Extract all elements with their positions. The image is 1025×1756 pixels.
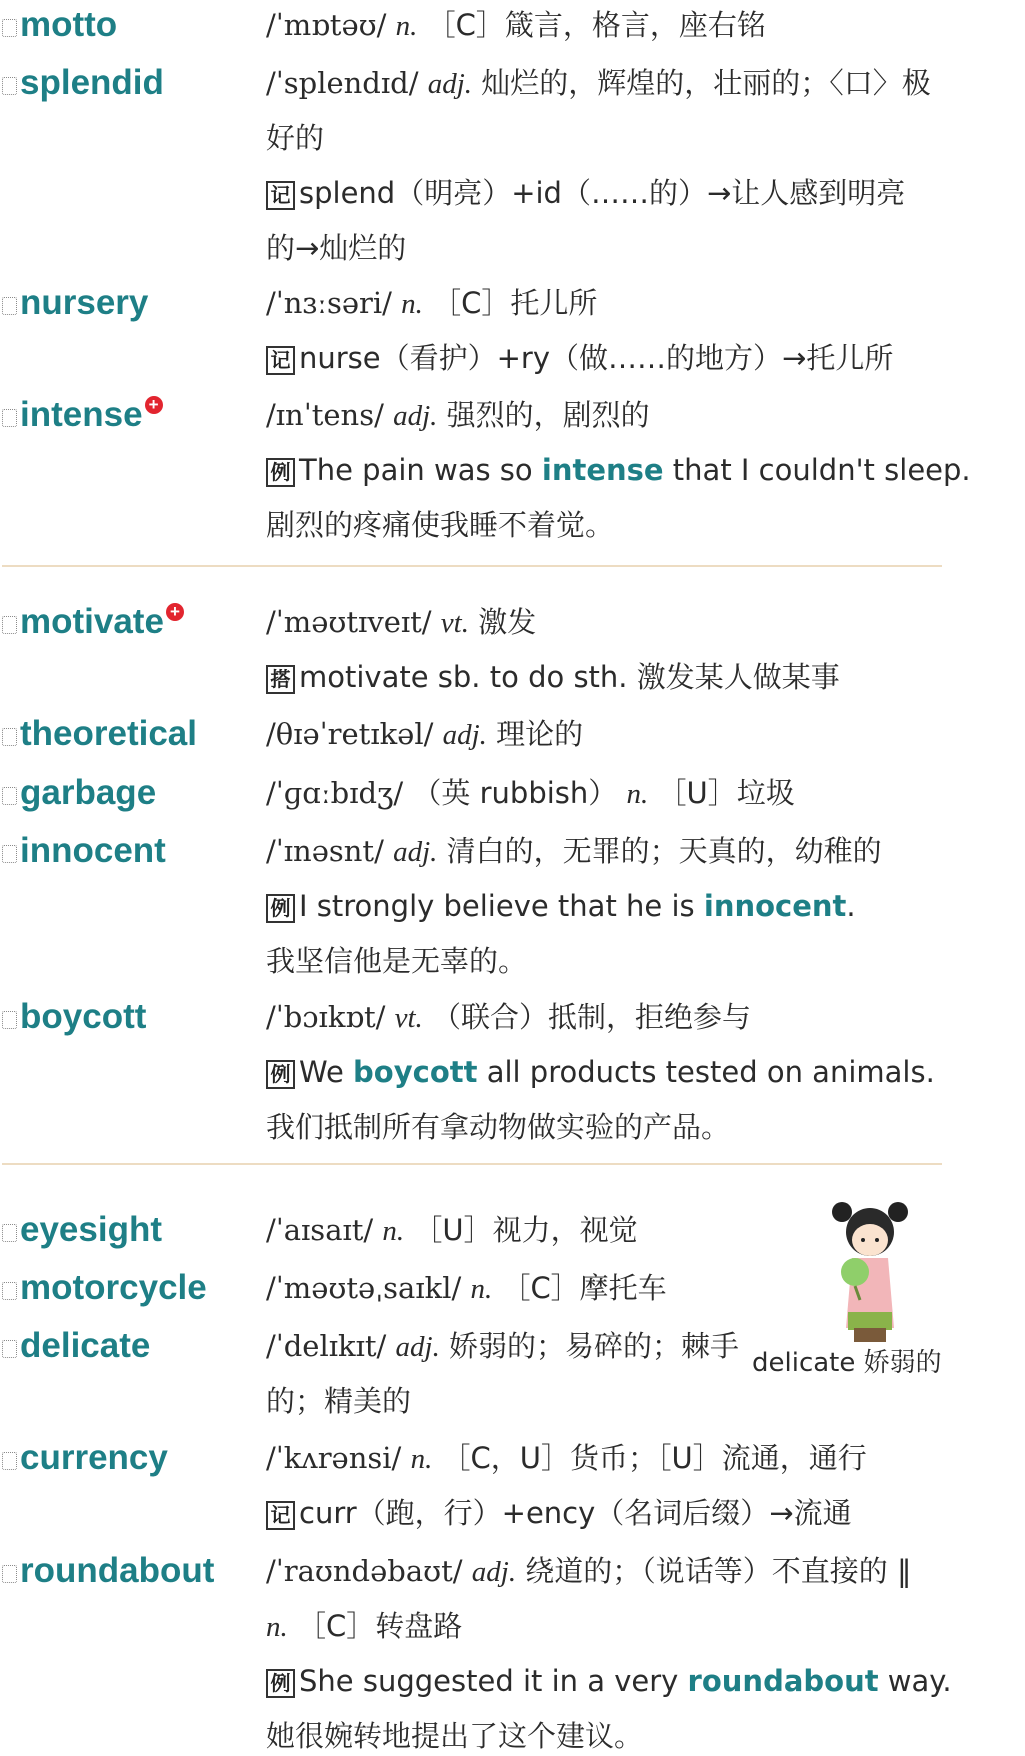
example-text: way. [878,1664,952,1698]
section-divider [2,1163,942,1165]
phonetic: /ˈməʊtɪveɪt/ [266,605,432,639]
definition: ［C］箴言，格言，座右铭 [426,8,766,42]
definition: 我坚信他是无辜的。 [266,944,528,978]
definition: nurse（看护）+ry（做……的地方）→托儿所 [299,341,894,375]
phonetic: /ˈsplendɪd/ [266,66,419,100]
checkbox-icon[interactable] [2,787,17,805]
phonetic: /θɪəˈretɪkəl/ [266,717,434,751]
part-of-speech: adj. [393,400,438,432]
entry-line [266,450,1017,490]
definition: 灿烂的，辉煌的，壮丽的；〈口〉极 [481,66,931,100]
headword-text: garbage [20,773,157,812]
entry-line [266,657,1017,697]
entry-tag-icon: 例 [266,894,295,923]
checkbox-icon[interactable] [2,19,17,37]
headword [2,395,163,435]
headword [2,1438,168,1478]
checkbox-icon[interactable] [2,728,17,746]
definition: ［C］托儿所 [432,286,598,320]
part-of-speech: vt. [394,1002,423,1034]
entry-line [266,1661,1017,1701]
part-of-speech: n. [401,288,423,320]
example-text: . [846,889,856,923]
checkbox-icon[interactable] [2,1452,17,1470]
part-of-speech: adj. [427,68,473,100]
definition: 娇弱的；易碎的；棘手 [449,1329,740,1363]
entry-line [266,228,1017,268]
headword [2,5,117,45]
part-of-speech: n. [395,10,418,42]
entry-line [266,1551,1017,1592]
entry-line [266,173,1017,213]
definition: ［U］视力，视觉 [413,1213,638,1247]
definition: 的→灿烂的 [266,231,407,265]
definition: 她很婉转地提出了这个建议。 [266,1719,644,1753]
headword [2,1210,162,1250]
part-of-speech: adj. [471,1556,517,1588]
definition: 清白的，无罪的；天真的，幼稚的 [446,834,882,868]
headword-text: currency [20,1438,168,1477]
entry-line [266,886,1017,926]
example-text: all products tested on animals. [477,1055,935,1089]
headword [2,1326,150,1366]
example-text: She suggested it in a very [299,1664,688,1698]
checkbox-icon[interactable] [2,1282,17,1300]
entry-line [266,941,1017,981]
headword [2,997,146,1037]
entry-line [266,118,1017,158]
headword [2,773,156,813]
example-text: I strongly believe that he is [299,889,704,923]
definition: curr（跑，行）+ency（名词后缀）→流通 [299,1496,852,1530]
entry-line [266,997,1017,1038]
headword [2,831,166,871]
entry-line [266,338,1017,378]
checkbox-icon[interactable] [2,616,17,634]
entry-line [266,773,1017,814]
section-divider [2,565,942,567]
phonetic: /ˈɪnəsnt/ [266,834,384,868]
headword [2,1551,214,1591]
entry-tag-icon: 记 [266,1501,295,1530]
checkbox-icon[interactable] [2,409,17,427]
entry-line [266,505,1017,545]
checkbox-icon[interactable] [2,1565,17,1583]
example-highlight: roundabout [687,1664,879,1698]
entry-line [266,1606,1017,1647]
headword-text: delicate [20,1326,151,1365]
headword-text: innocent [20,831,166,870]
entry-line [266,831,1017,872]
entry-line [266,63,1017,104]
entry-line [266,1052,1017,1092]
definition: 的；精美的 [266,1384,412,1418]
headword-text: intense [20,395,143,434]
part-of-speech: n. [410,1443,433,1475]
example-highlight: intense [541,453,664,487]
definition: 绕道的；（说话等）不直接的 ‖ [525,1554,912,1588]
definition: 好的 [266,121,325,155]
checkbox-icon[interactable] [2,297,17,315]
entry-tag-icon: 搭 [266,665,295,694]
example-highlight: boycott [353,1055,478,1089]
part-of-speech: adj. [393,836,438,868]
illustration-caption: delicate 娇弱的 [752,1348,942,1378]
checkbox-icon[interactable] [2,845,17,863]
example-highlight: innocent [703,889,847,923]
headword [2,1268,207,1308]
example-text: The pain was so [299,453,542,487]
headword-text: eyesight [20,1210,162,1249]
part-of-speech: adj. [442,719,487,751]
entry-line [266,1438,1017,1479]
phonetic: /ˈbɔɪkɒt/ [266,1000,386,1034]
headword [2,602,184,642]
phonetic: /ˈɡɑːbɪdʒ/ [266,776,404,810]
headword-text: roundabout [20,1551,215,1590]
entry-line [266,395,1017,436]
checkbox-icon[interactable] [2,1340,17,1358]
example-text: We [299,1055,354,1089]
part-of-speech: n. [626,778,649,810]
phonetic: /ˈkʌrənsi/ [266,1441,402,1475]
note: （英 rubbish） [412,776,618,810]
headword-text: nursery [20,283,149,322]
phonetic: /ˈdelɪkɪt/ [266,1329,387,1363]
part-of-speech: vt. [440,607,469,639]
checkbox-icon[interactable] [2,77,17,95]
entry-line [266,5,1017,46]
headword-text: boycott [20,997,147,1036]
headword-text: theoretical [20,714,197,753]
phonetic: /ˈməʊtəˌsaɪkl/ [266,1271,462,1305]
headword-text: motorcycle [20,1268,207,1307]
headword-text: splendid [20,63,164,102]
headword [2,63,164,103]
headword [2,714,197,754]
phonetic: /ˈnɜːsəri/ [266,286,392,320]
definition: ［C，U］货币；［U］流通，通行 [441,1441,867,1475]
phonetic: /ɪnˈtens/ [266,398,384,432]
checkbox-icon[interactable] [2,1011,17,1029]
definition: ［C］摩托车 [501,1271,667,1305]
headword-text: motivate [20,602,164,641]
entry-tag-icon: 例 [266,1060,295,1089]
part-of-speech: adj. [395,1331,440,1363]
example-text: that I couldn't sleep. [663,453,971,487]
phonetic: /ˈraʊndəbaʊt/ [266,1554,463,1588]
entry-line [266,1716,1017,1756]
definition: 剧烈的疼痛使我睡不着觉。 [266,508,615,542]
definition: splend（明亮）+id（……的）→让人感到明亮 [299,176,906,210]
definition: 激发 [478,605,537,639]
headword-text: motto [20,5,118,44]
entry-tag-icon: 例 [266,1669,295,1698]
entry-line [266,283,1017,324]
checkbox-icon[interactable] [2,1224,17,1242]
definition: ［U］垃圾 [657,776,795,810]
entry-tag-icon: 例 [266,458,295,487]
part-of-speech: n. [266,1611,288,1643]
phonetic: /ˈaɪsaɪt/ [266,1213,374,1247]
plus-badge-icon: + [166,603,184,621]
entry-line [266,1107,1017,1147]
entry-line [266,602,1017,643]
part-of-speech: n. [382,1215,405,1247]
definition: motivate sb. to do sth. 激发某人做某事 [299,660,840,694]
part-of-speech: n. [470,1273,493,1305]
entry-line [266,714,1017,755]
definition: 强烈的，剧烈的 [446,398,650,432]
plus-badge-icon: + [145,396,163,414]
entry-tag-icon: 记 [266,346,295,375]
definition: ［C］转盘路 [296,1609,463,1643]
definition: （联合）抵制，拒绝参与 [432,1000,752,1034]
definition: 我们抵制所有拿动物做实验的产品。 [266,1110,731,1144]
phonetic: /ˈmɒtəʊ/ [266,8,387,42]
entry-line [266,1493,1017,1533]
girl-illustration [820,1200,920,1345]
entry-tag-icon: 记 [266,181,295,210]
entry-line [266,1381,1017,1421]
definition: 理论的 [496,717,584,751]
headword [2,283,148,323]
